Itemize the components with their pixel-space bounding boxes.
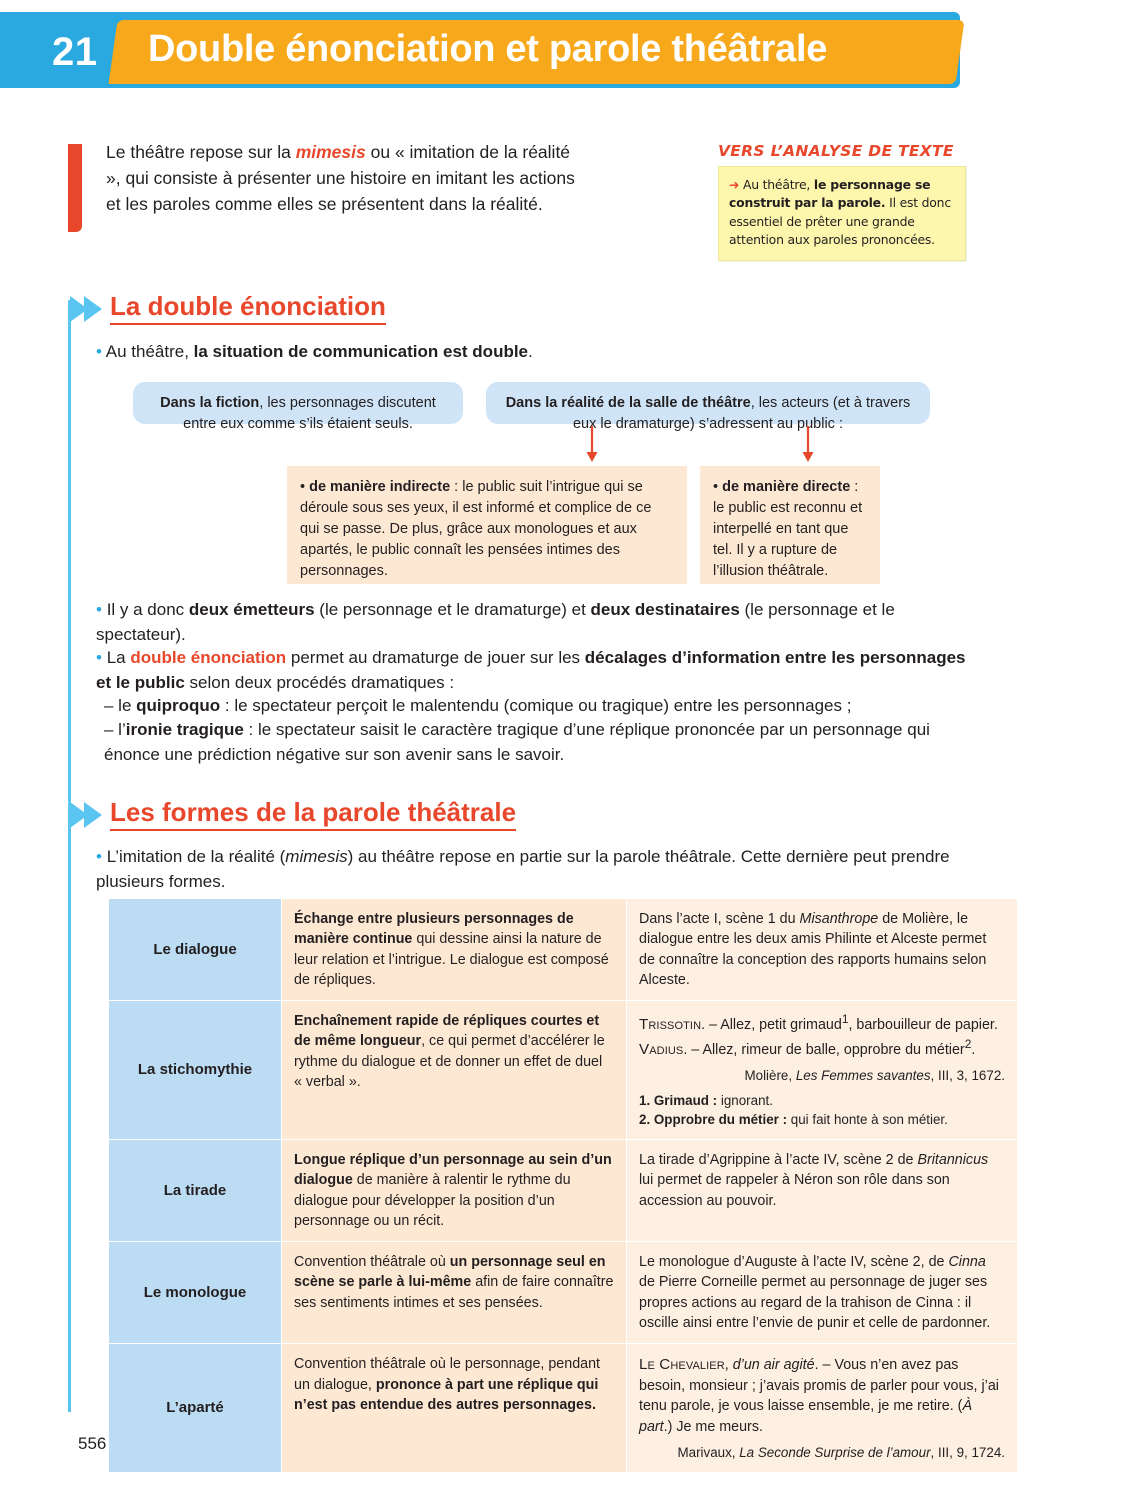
section1-dash-2 xyxy=(104,718,988,768)
table-cell-definition: Longue réplique d’un personnage au sein d’un dialogue de manière à ralentir le rythme du dialogue pour développer la position d’un personnage ou un récit. xyxy=(282,1139,627,1241)
box-dans-la-realite-text: Dans la réalité de la salle de théâtre, les acteurs (et à travers eux le dramaturge) s’adressent au public : xyxy=(505,395,911,432)
box-maniere-directe-text: • de manière directe : le public est reconnu et interpellé en tant que tel. Il y a rupture de l’illusion théâtrale. xyxy=(713,479,863,580)
section1-dash-2-text: – l’ironie tragique : le spectateur saisit le caractère tragique d’une réplique prononcée par un personnage qui énonce une prédiction négative sur son avenir sans le savoir. xyxy=(104,720,930,764)
section1-bullet-1 xyxy=(96,340,976,365)
box-maniere-indirecte xyxy=(287,466,687,584)
section1-dash-1 xyxy=(104,694,988,719)
section1-bullet-2-text: Il y a donc deux émetteurs (le personnage et le dramaturge) et deux destinataires (le personnage et le spectateur). xyxy=(96,600,895,644)
table-cell-form: La stichomythie xyxy=(109,1001,282,1140)
forms-table xyxy=(108,898,1018,1473)
intro-block xyxy=(68,140,588,218)
table-row xyxy=(109,1242,1018,1344)
section1-title: La double énonciation xyxy=(110,292,386,325)
intro-text xyxy=(106,140,588,218)
left-blue-rule xyxy=(68,300,71,1412)
box-dans-la-realite xyxy=(486,382,930,432)
forms-table-body xyxy=(109,899,1018,1473)
page-folio: 556 xyxy=(78,1434,107,1453)
analysis-callout-text: Au théâtre, le personnage se construit par la parole. Il est donc essentiel de prêter une grande attention aux paroles prononcées. xyxy=(729,177,951,248)
table-row xyxy=(109,899,1018,1001)
box-maniere-directe xyxy=(700,466,880,584)
bullet-dot-icon: • xyxy=(96,600,102,619)
section1-bullet-3-text: La double énonciation permet au dramaturge de jouer sur les décalages d’information entre les personnages et le public selon deux procédés dramatiques : xyxy=(96,648,966,692)
box-dans-la-fiction-text: Dans la fiction, les personnages discutent entre eux comme s’ils étaient seuls. xyxy=(160,395,436,432)
chevron-right-icon xyxy=(68,294,102,324)
intro-text-after: ou « imitation de la réalité », qui consiste à présenter une histoire en imitant les actions et les paroles comme elles se présentent dans la réalité. xyxy=(106,142,575,214)
table-cell-form: Le dialogue xyxy=(109,899,282,1001)
table-cell-example: Dans l’acte I, scène 1 du Misanthrope de Molière, le dialogue entre les deux amis Philinte et Alceste permet de connaître la conception des rapports humains selon Alceste. xyxy=(627,899,1018,1001)
table-cell-definition: Échange entre plusieurs personnages de manière continue qui dessine ainsi la nature de leur relation et l’intrigue. Le dialogue est composé de répliques. xyxy=(282,899,627,1001)
intro-emphasis: mimesis xyxy=(295,142,366,162)
arrow-down-icon-right xyxy=(800,426,816,460)
bullet-dot-icon: • xyxy=(96,342,102,361)
arrow-right-icon: ➜ xyxy=(729,177,740,192)
page-header xyxy=(0,0,1128,100)
table-cell-example: Le monologue d’Auguste à l’acte IV, scène 2, de Cinna de Pierre Corneille permet au personnage de juger ses propres actions au regard de la trahison de Cinna : il oscille ainsi entre l’envie de punir et celle de pardonner. xyxy=(627,1242,1018,1344)
box-maniere-indirecte-text: • de manière indirecte : le public suit l’intrigue qui se déroule sous ses yeux, il est informé et complice de ce qui se passe. De plus, grâce aux monologues et aux apartés, le public connaît les pensées intimes des personnages. xyxy=(300,479,652,580)
table-cell-definition: Enchaînement rapide de répliques courtes et de même longueur, ce qui permet d’accélérer le rythme du dialogue et de donner un effet de duel « verbal ». xyxy=(282,1001,627,1140)
table-cell-form: La tirade xyxy=(109,1139,282,1241)
table-cell-form: L’aparté xyxy=(109,1344,282,1473)
intro-red-bar xyxy=(68,144,82,232)
section2-title: Les formes de la parole théâtrale xyxy=(110,798,516,831)
analysis-callout-body xyxy=(718,166,966,261)
analysis-callout xyxy=(718,142,966,261)
section-double-enonciation-heading xyxy=(68,292,386,325)
bullet-dot-icon: • xyxy=(96,847,102,866)
page-title: Double énonciation et parole théâtrale xyxy=(148,28,828,70)
table-cell-example: La tirade d’Agrippine à l’acte IV, scène 2 de Britannicus lui permet de rappeler à Néron son rôle dans son accession au pouvoir. xyxy=(627,1139,1018,1241)
section2-bullet-1 xyxy=(96,845,980,895)
bullet-dot-icon: • xyxy=(96,648,102,667)
section-formes-parole-heading xyxy=(68,798,516,831)
box-dans-la-fiction xyxy=(133,382,463,432)
table-row xyxy=(109,1344,1018,1473)
chapter-number: 21 xyxy=(52,30,98,74)
table-cell-definition: Convention théâtrale où un personnage seul en scène se parle à lui-même afin de faire connaître ses sentiments intimes et ses pensées. xyxy=(282,1242,627,1344)
table-row xyxy=(109,1001,1018,1140)
table-cell-example: Le Chevalier, d’un air agité. – Vous n’en avez pas besoin, monsieur ; j’avais promis de parler pour vous, j’ai tenu parole, je vous laisse ensemble, je me retire. (À part.) Je me meurs. Marivaux, La Seconde Surprise de l’amour, III, 9, 1724. xyxy=(627,1344,1018,1473)
analysis-callout-title: VERS L’ANALYSE DE TEXTE xyxy=(718,142,954,160)
table-cell-definition: Convention théâtrale où le personnage, pendant un dialogue, prononce à part une réplique qui n’est pas entendue des autres personnages. xyxy=(282,1344,627,1473)
table-row xyxy=(109,1139,1018,1241)
table-cell-example: Trissotin. – Allez, petit grimaud$^1$, barbouilleur de papier. Vadius. – Allez, rimeur de balle, opprobre du métier$^2$. Molière, Les Femmes savantes, III, 3, 1672. 1. Grimaud : ignorant. 2. Opprobre du métier : qui fait honte à son métier. xyxy=(627,1001,1018,1140)
chevron-right-icon xyxy=(68,800,102,830)
section1-bullet-1-text: Au théâtre, la situation de communication est double. xyxy=(105,342,533,361)
arrow-down-icon-left xyxy=(584,426,600,460)
section1-bullet-3 xyxy=(96,646,980,696)
section1-bullet-2 xyxy=(96,598,980,648)
section2-bullet-1-text: L’imitation de la réalité (mimesis) au théâtre repose en partie sur la parole théâtrale. Cette dernière peut prendre plusieurs formes. xyxy=(96,847,950,891)
table-cell-form: Le monologue xyxy=(109,1242,282,1344)
intro-text-before: Le théâtre repose sur la xyxy=(106,142,296,162)
section1-dash-1-text: – le quiproquo : le spectateur perçoit le malentendu (comique ou tragique) entre les personnages ; xyxy=(104,696,852,715)
